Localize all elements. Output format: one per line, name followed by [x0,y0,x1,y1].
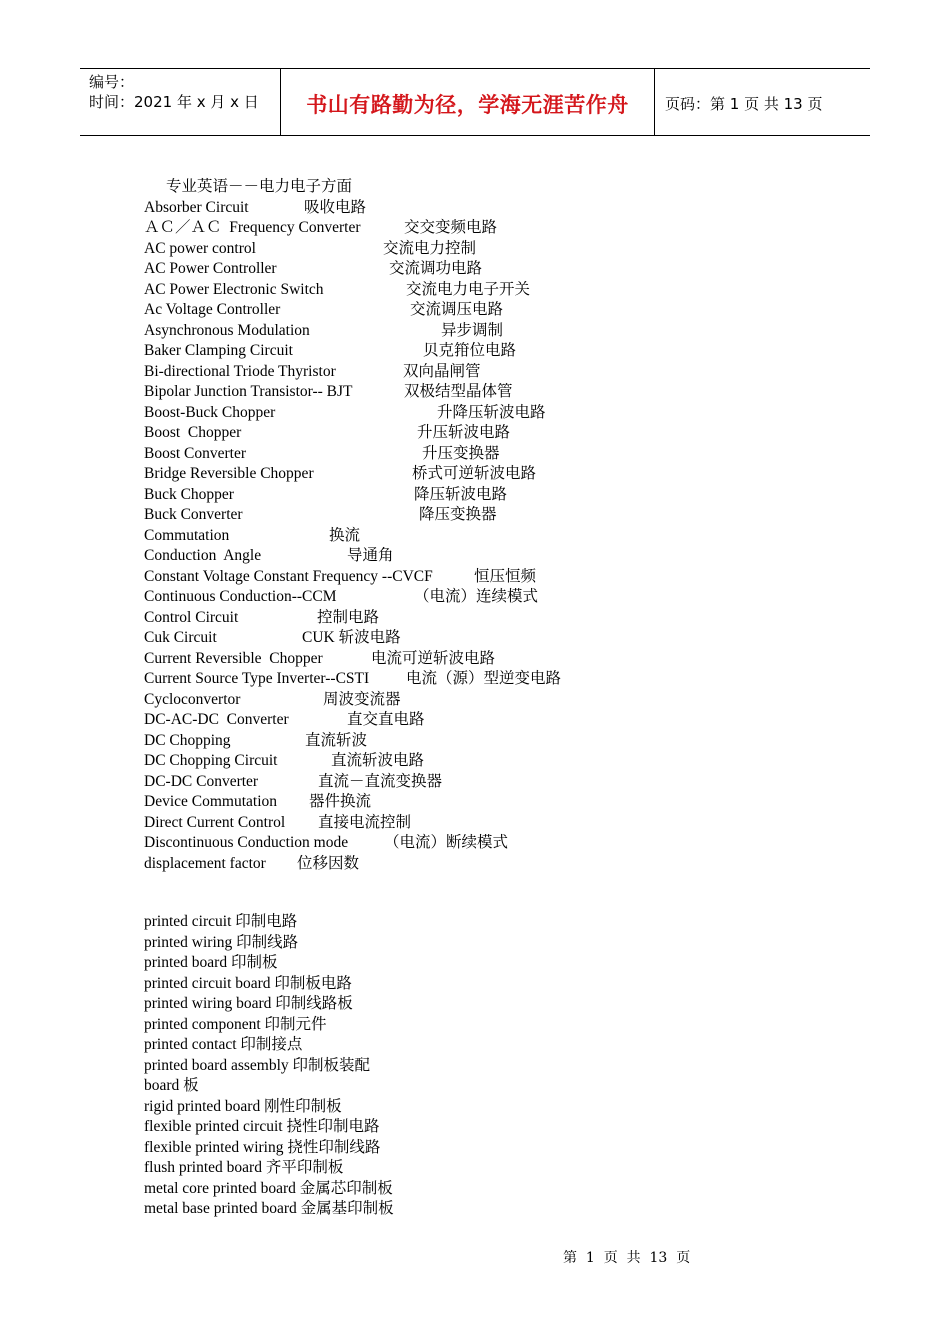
glossary-translation: 吸收电路 [304,198,367,216]
glossary-entry [144,300,504,320]
glossary-term: Control Circuit [144,608,239,626]
glossary-entry [144,444,500,464]
glossary-translation: 双极结型晶体管 [404,383,513,400]
glossary-entry [144,280,531,300]
glossary-translation: 交交变频电路 [404,219,498,236]
glossary-term: DC Chopping Circuit [144,752,278,769]
printed-term: rigid printed board 刚性印制板 [144,1097,342,1115]
glossary-entry [144,362,481,382]
printed-term: printed wiring board 印制线路板 [144,995,353,1012]
glossary-term: Baker Clamping Circuit [144,342,293,359]
glossary-entry [144,259,483,279]
glossary-term: DC Chopping [144,731,231,749]
glossary-entry [144,813,412,833]
printed-term: printed circuit board 印制板电路 [144,974,352,992]
glossary-translation: 贝克箝位电路 [423,342,517,359]
glossary-term: Current Source Type Inverter--CSTI [144,670,370,687]
glossary-entry [144,608,380,628]
glossary-entry [144,751,425,771]
glossary-translation: CUK 斩波电路 [302,629,401,646]
glossary-entry [144,546,394,566]
glossary-translation: 恒压恒频 [474,567,537,585]
glossary-term: Commutation [144,526,230,544]
glossary-term: Constant Voltage Constant Frequency --CVCF [144,567,433,585]
glossary-term: Direct Current Control [144,813,286,831]
glossary-term: AC Power Electronic Switch [144,280,324,298]
glossary-term: Bridge Reversible Chopper [144,465,314,482]
glossary-translation: 升降压斩波电路 [437,403,546,421]
glossary-entry [144,464,537,484]
glossary-entry [144,321,504,341]
printed-term: flexible printed wiring 挠性印制线路 [144,1138,381,1156]
glossary-translation: 交流调功电路 [389,260,483,277]
glossary-translation: 导通角 [347,547,394,564]
glossary-term: AC Power Controller [144,260,277,277]
glossary-translation: 升压斩波电路 [417,424,511,441]
glossary-term: Boost Converter [144,444,247,462]
glossary-translation: 器件换流 [309,793,372,810]
glossary-term: Bi-directional Triode Thyristor [144,362,336,380]
glossary-term: Bipolar Junction Transistor-- BJT [144,383,353,400]
printed-term: flexible printed circuit 挠性印制电路 [144,1118,380,1135]
glossary-translation: 异步调制 [441,321,504,339]
glossary-term: Continuous Conduction--CCM [144,588,337,605]
glossary-term: Conduction Angle [144,547,262,564]
printed-term: printed board 印制板 [144,954,278,971]
glossary-translation: 交流电力控制 [383,239,477,257]
glossary-translation: 电流可逆斩波电路 [371,649,496,667]
page-footer: 第 1 页 共 13 页 [563,1250,691,1266]
doc-number-label: 编号： [89,73,135,91]
header-meta [80,69,281,135]
glossary-entry [144,505,497,525]
glossary-translation: 直接电流控制 [318,813,412,831]
glossary-term: AC power control [144,239,256,257]
glossary-term: Boost-Buck Chopper [144,403,276,421]
glossary-term: Asynchronous Modulation [144,321,310,339]
glossary-entry [144,567,537,587]
glossary-translation: 升压变换器 [422,444,500,462]
glossary-entry [144,649,496,669]
section-title: 专业英语－－电力电子方面 [166,178,353,195]
glossary-term: Cycloconvertor [144,690,241,708]
glossary-entry [144,710,425,730]
glossary-term: Ac Voltage Controller [144,301,281,318]
glossary-entry [144,587,539,607]
glossary-translation: 交流调压电路 [410,301,504,318]
glossary-translation: 电流（源）型逆变电路 [406,670,562,687]
printed-term: printed wiring 印制线路 [144,933,299,951]
glossary-term: Buck Converter [144,506,243,523]
glossary-translation: 直交直电路 [347,711,425,728]
glossary-entry [144,690,401,710]
glossary-entry [144,485,508,505]
glossary-translation: 双向晶闸管 [403,362,481,380]
printed-term: printed board assembly 印制板装配 [144,1056,371,1074]
glossary-translation: 周波变流器 [323,690,401,708]
printed-term: printed component 印制元件 [144,1015,327,1033]
header-page-info: 页码：第 1 页 共 13 页 [665,94,823,113]
glossary-entry [144,198,367,218]
glossary-term: Buck Chopper [144,485,234,503]
glossary-entry [144,218,498,238]
printed-term: printed circuit 印制电路 [144,913,298,930]
glossary-term: DC-DC Converter [144,772,259,790]
page-header [80,68,870,136]
glossary-translation: 桥式可逆斩波电路 [412,465,537,482]
glossary-entry [144,792,372,812]
glossary-term: ＡＣ／ＡＣ Frequency Converter [144,219,361,236]
glossary-term: displacement factor [144,854,266,872]
printed-term: printed contact 印制接点 [144,1036,303,1053]
glossary-entry [144,239,477,259]
glossary-term: Absorber Circuit [144,198,249,216]
glossary-entry [144,731,368,751]
glossary-term: DC-AC-DC Converter [144,711,289,728]
glossary-term: Boost Chopper [144,424,242,441]
glossary-entry [144,628,401,648]
glossary-translation: 控制电路 [317,608,380,626]
glossary-term: Device Commutation [144,793,278,810]
glossary-entry [144,833,509,853]
glossary-translation: 位移因数 [297,854,360,872]
doc-time-label: 时间：2021 年 x 月 x 日 [89,93,259,111]
glossary-entry [144,382,513,402]
glossary-translation: 直流－直流变换器 [318,772,443,790]
glossary-translation: 直流斩波 [305,731,368,749]
glossary-entry [144,526,361,546]
glossary-entry [144,423,511,443]
glossary-entry [144,403,546,423]
glossary-translation: 换流 [329,526,361,544]
printed-term: flush printed board 齐平印制板 [144,1159,344,1176]
glossary-translation: （电流）断续模式 [384,834,509,851]
glossary-entry [144,772,443,792]
glossary-entry [144,669,562,689]
header-motto: 书山有路勤为径，学海无涯苦作舟 [281,69,655,135]
printed-term: board 板 [144,1077,199,1094]
glossary-term: Discontinuous Conduction mode [144,834,349,851]
glossary-entry [144,854,360,874]
glossary-translation: 降压斩波电路 [414,485,508,503]
printed-term: metal base printed board 金属基印制板 [144,1200,394,1217]
printed-term: metal core printed board 金属芯印制板 [144,1179,393,1197]
glossary-term: Current Reversible Chopper [144,649,323,667]
glossary-translation: 直流斩波电路 [331,752,425,769]
glossary-translation: 交流电力电子开关 [406,280,531,298]
glossary-translation: 降压变换器 [419,506,497,523]
glossary-translation: （电流）连续模式 [414,588,539,605]
glossary-entry [144,341,517,361]
glossary-term: Cuk Circuit [144,629,217,646]
